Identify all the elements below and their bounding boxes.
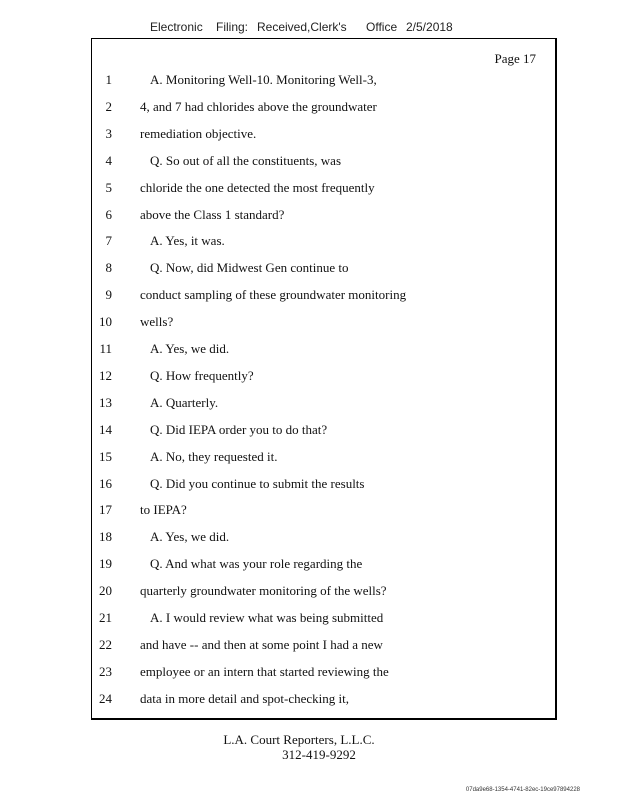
stamp-date: 2/5/2018 — [406, 20, 453, 34]
line-number: 6 — [105, 206, 112, 222]
transcript-line — [92, 555, 552, 573]
line-text: remediation objective. — [140, 125, 257, 141]
line-number: 11 — [99, 341, 112, 356]
line-number: 4 — [105, 152, 112, 168]
line-text: 4, and 7 had chlorides above the groundwater — [140, 98, 377, 114]
line-text: A. Yes, it was. — [150, 233, 225, 249]
transcript-line — [92, 71, 552, 89]
transcript-line — [92, 313, 552, 331]
transcript-line — [92, 501, 552, 519]
line-number: 21 — [99, 610, 112, 625]
transcript-line — [92, 286, 552, 304]
transcript-line — [92, 340, 552, 358]
line-number: 8 — [105, 260, 112, 276]
line-number: 18 — [99, 529, 112, 545]
line-text: data in more detail and spot-checking it, — [140, 690, 350, 706]
transcript-line — [92, 394, 552, 412]
line-number: 9 — [105, 287, 112, 303]
stamp-electronic: Electronic — [150, 20, 203, 34]
line-number: 19 — [99, 556, 112, 572]
court-reporter-name: L.A. Court Reporters, L.L.C. — [223, 732, 375, 747]
line-text: chloride the one detected the most frequently — [140, 179, 375, 195]
transcript-line — [92, 636, 552, 654]
line-text: Q. Did you continue to submit the results — [150, 475, 365, 491]
transcript-line — [92, 448, 552, 466]
stamp-office: Office — [366, 20, 398, 34]
line-text: Q. So out of all the constituents, was — [150, 152, 342, 168]
stamp-received: Received,Clerk's — [257, 20, 347, 34]
line-number: 23 — [99, 663, 112, 679]
line-number: 1 — [105, 72, 112, 87]
transcript-line — [92, 206, 552, 224]
footer — [0, 732, 618, 762]
line-text: A. Quarterly. — [150, 394, 219, 410]
line-text: A. Yes, we did. — [150, 529, 230, 545]
transcript-page — [91, 38, 557, 720]
line-text: employee or an intern that started reviewing the — [140, 663, 389, 679]
transcript-line — [92, 232, 552, 250]
transcript-line — [92, 179, 552, 197]
line-text: Q. Now, did Midwest Gen continue to — [150, 260, 349, 276]
line-number: 15 — [99, 448, 112, 464]
line-number: 17 — [99, 502, 112, 518]
page-number: Page 17 — [494, 51, 536, 66]
line-text: A. Monitoring Well-10. Monitoring Well-3, — [150, 72, 377, 87]
stamp-filing: Filing: — [216, 20, 249, 34]
line-text: Q. How frequently? — [150, 367, 254, 383]
line-number: 3 — [105, 125, 112, 141]
line-text: wells? — [140, 314, 174, 330]
line-text: above the Class 1 standard? — [140, 206, 285, 222]
line-number: 22 — [99, 636, 112, 652]
transcript-line — [92, 690, 552, 708]
line-number: 24 — [99, 690, 112, 706]
line-text: to IEPA? — [140, 502, 187, 518]
line-number: 16 — [99, 475, 112, 491]
line-number: 10 — [99, 314, 112, 330]
line-number: 2 — [105, 98, 112, 114]
line-number: 13 — [99, 394, 112, 410]
line-text: A. Yes, we did. — [150, 341, 230, 356]
transcript-line — [92, 421, 552, 439]
line-text: conduct sampling of these groundwater monitoring — [140, 287, 407, 303]
transcript-line — [92, 582, 552, 600]
transcript-line — [92, 152, 552, 170]
line-number: 14 — [99, 421, 112, 437]
line-number: 5 — [105, 179, 112, 195]
transcript-line — [92, 125, 552, 143]
line-text: quarterly groundwater monitoring of the wells? — [140, 583, 387, 599]
transcript-line — [92, 98, 552, 116]
line-text: A. No, they requested it. — [150, 448, 278, 464]
line-text: Q. And what was your role regarding the — [150, 556, 363, 572]
court-reporter-phone: 312-419-9292 — [282, 747, 356, 762]
transcript-line — [92, 367, 552, 385]
document-hash: 07da9e68-1354-4741-82ec-19ce97894228 — [465, 787, 580, 793]
transcript-line — [92, 475, 552, 493]
line-text: A. I would review what was being submitted — [150, 610, 384, 625]
transcript-line — [92, 663, 552, 681]
line-number: 20 — [99, 583, 112, 599]
transcript-line — [92, 528, 552, 546]
line-number: 12 — [99, 367, 112, 383]
filing-stamp — [0, 20, 618, 38]
line-text: and have -- and then at some point I had a new — [140, 636, 383, 652]
transcript-line — [92, 259, 552, 277]
transcript-line — [92, 609, 552, 627]
line-number: 7 — [105, 233, 112, 249]
line-text: Q. Did IEPA order you to do that? — [150, 421, 328, 437]
